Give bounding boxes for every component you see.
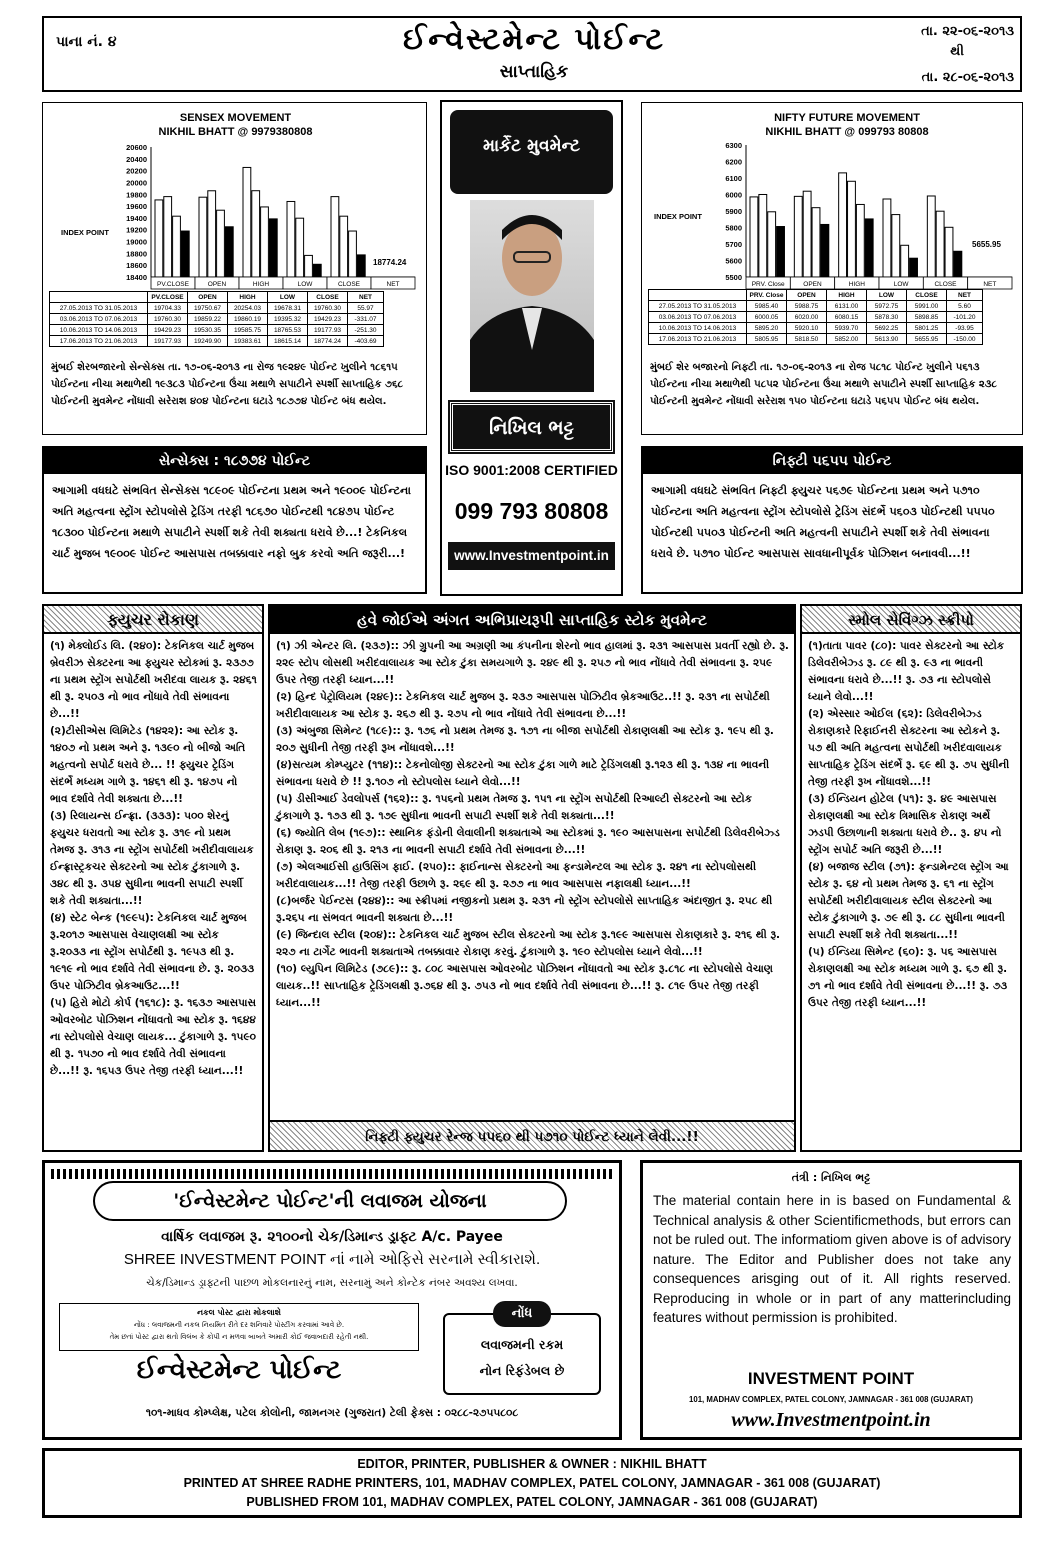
person-silhouette-icon xyxy=(470,200,594,392)
table-cell: 5692.25 xyxy=(867,323,907,334)
table-cell: 19760.30 xyxy=(308,303,348,314)
subscription-heading: 'ઈન્વેસ્ટમેન્ટ પોઈન્ટ'ની લવાજમ યોજના xyxy=(173,1190,487,1212)
sensex-summary: મુંબઈ શેરબજારનો સેન્સેક્સ તા. ૧૭-૦૬-૨૦૧૩ ના રોજ ૧૯૨૪૯ પોઈન્ટ ખુલીને ૧૮૬૧૫ પોઈન્ટના નીચા મથાળેથી ૧૯૩૮૩ પોઈન્ટના ઉંચા મથાળે સપાટીને સ્પર્શી સાપ્તાહિક ૭૬૮ પોઈન્ટની મુવમેન્ટ નોંધાવી સરેરાશ ૪૦૪ પોઈન્ટના ઘટાડે ૧૮૭૭૪ પોઈન્ટ બંધ થયેલ. xyxy=(51,362,404,407)
list-item: (૩) ઈન્ડિયન હોટેલ (૫૧): રૂ. ૪૯ આસપાસ રોકાણલક્ષી આ સ્ટોક ત્રિમાસિક રોકાણ અર્થે ઝડપી ઉછાળાની શક્યતા ધરાવે છે.. રૂ. ૪૫ નો સ્ટ્રોંગ સપોર્ટ અતિ જરૂરી છે...!! xyxy=(808,793,1002,856)
x-tick-label: LOW xyxy=(893,281,909,288)
period-cell: 10.06.2013 TO 14.06.2013 xyxy=(50,325,148,336)
nifty-summary: મુંબઈ શેર બજારનો નિફ્ટી તા. ૧૭-૦૬-૨૦૧૩ ના રોજ ૫૮૧૮ પોઈન્ટ ખુલીને ૫૬૧૩ પોઈન્ટના નીચા મથાળેથી ૫૮૫૨ પોઈન્ટના ઉંચા મથાળે સપાટીને સ્પર્શી સાપ્તાહિક ૨૩૮ પોઈન્ટની મુવમેન્ટ નોંધાવી સરેરાશ ૧૫૦ પોઈન્ટના ઘટાડે ૫૬૫૫ પોઈન્ટ બંધ થયેલ. xyxy=(650,362,997,407)
table-cell: 5878.30 xyxy=(867,312,907,323)
table-cell: 20254.03 xyxy=(228,303,268,314)
table-cell: 19750.67 xyxy=(188,303,228,314)
y-tick-label: 19000 xyxy=(126,237,147,247)
table-cell: 18615.14 xyxy=(268,336,308,347)
x-tick-label: NET xyxy=(386,281,400,288)
small-savings-section xyxy=(800,604,1022,1152)
logo-text: માર્કેટ મુવમેન્ટ xyxy=(483,136,580,156)
list-item: (૩) અંબુજા સિમેન્ટ (૧૮૯):: રૂ. ૧૭૬ નો પ્રથમ તેમજ રૂ. ૧૭૧ ના બીજા સપોર્ટથી રોકાણલક્ષી આ સ્ટોક રૂ. ૧૯૫ થી રૂ. ૨૦૭ સુધીની તેજી તરફી રૂખ નોંધાવશે...!! xyxy=(276,725,774,754)
table-cell: 5801.25 xyxy=(907,323,947,334)
chart-bar xyxy=(305,255,313,277)
subscription-ad xyxy=(42,1160,622,1440)
table-cell: -331.07 xyxy=(348,314,384,325)
table-cell: 5805.95 xyxy=(747,334,787,345)
y-tick-label: 5900 xyxy=(725,207,742,216)
list-item: (૨)ટીસીએસ લિમિટેડ (૧૪૨૨): આ સ્ટોક રૂ. ૧૪૦૭ નો પ્રથમ અને રૂ. ૧૩૯૦ નો બીજો અતિ મહત્વનો સપોર્ટ ધરાવે છે... !! ફ્યુચર ટ્રેડિંગ સંદર્ભે મધ્યમ ગાળે રૂ. ૧૪૬૧ થી રૂ. ૧૪૭૫ નો ભાવ દર્શાવે તેવી શક્યતા છે...!! xyxy=(50,725,246,805)
table-header-cell: OPEN xyxy=(787,290,827,301)
chart-bar xyxy=(313,264,321,277)
y-tick-label: 20400 xyxy=(126,154,147,164)
table-cell: 19530.35 xyxy=(188,325,228,336)
period-cell: 03.06.2013 TO 07.06.2013 xyxy=(50,314,148,325)
table-cell: -101.20 xyxy=(947,312,983,323)
table-row xyxy=(649,323,983,334)
x-tick-label: CLOSE xyxy=(934,281,957,288)
list-item: (૧૦) લ્યુપિન લિમિટેડ (૭૮૯):: રૂ. ૮૦૮ આસપાસ ઓવરબોટ પોઝિશન નોંધાવતો આ સ્ટોક રૂ.૮૧૮ ના સ્ટોપલોસે વેચાણ લાયક..!! સાપ્તાહિક ટ્રેડિંગલક્ષી રૂ.૭૬૪ થી રૂ. ૭૫૩ નો ભાવ દર્શાવે તેવી સંભાવના છે...!! રૂ. ૮૧૯ ઉપર તેજી તરફી ધ્યાન...!! xyxy=(276,963,773,1009)
chart-bar xyxy=(768,212,776,277)
y-tick-label: 6300 xyxy=(725,141,742,150)
table-cell: 19429.23 xyxy=(308,314,348,325)
note-line2: નોન રિફંડેબલ છે xyxy=(479,1363,565,1378)
list-item: (૫) ડીસીઆઈ ડેવલોપર્સ (૧૬૨):: રૂ. ૧૫૬નો પ્રથમ તેમજ રૂ. ૧૫૧ ના સ્ટ્રોંગ સપોર્ટથી રિઆલ્ટી સેક્ટરનો આ સ્ટોક ટુંકાગાળે રૂ. ૧૭૩ થી રૂ. ૧૭૯ સુધીના ભાવની સપાટી સ્પર્શી શકે તેવી શક્યતા...!! xyxy=(276,793,753,822)
chart-bar xyxy=(164,197,172,277)
table-header-row xyxy=(649,290,983,301)
future-investment-section xyxy=(42,604,264,1152)
chart-bar xyxy=(173,216,181,277)
chart-bar xyxy=(181,231,189,277)
list-item: (૪) સ્ટેટ બેન્ક (૧૯૯૫): ટેકનિકલ ચાર્ટ મુજબ રૂ.૨૦૧૭ આસપાસ વેચાણલક્ષી આ સ્ટોક રૂ.૨૦૩૩ ના સ્ટ્રોંગ સપોર્ટથી રૂ. ૧૯૫૩ થી રૂ. ૧૯૧૯ નો ભાવ દર્શાવે તેવી સંભાવના છે. રૂ. ૨૦૩૩ ઉપર પોઝિટીવ બ્રેકઆઉટ...!! xyxy=(50,912,255,992)
list-item: (૪)સત્યમ કોમ્પ્યુટર (૧૧૪):: ટેકનોલોજી સેક્ટરનો આ સ્ટોક ટુંકા ગાળે માટે ટ્રેડિંગલક્ષી રૂ.૧૨૩ થી રૂ. ૧૩૪ ના ભાવની સંભાવના ધરાવે છે !! રૂ.૧૦૭ નો સ્ટોપલોસ ધ્યાને લેવો...!! xyxy=(276,759,770,788)
table-cell: 19177.93 xyxy=(308,325,348,336)
post-notice-box xyxy=(59,1303,419,1351)
table-header-cell xyxy=(649,290,747,301)
table-row xyxy=(50,303,384,314)
table-cell: 19395.32 xyxy=(268,314,308,325)
table-cell: 5818.50 xyxy=(787,334,827,345)
chart-bar xyxy=(296,218,304,277)
company-name: INVESTMENT POINT xyxy=(747,1369,915,1388)
list-item: (૫) હિરો મોટો કોર્પ (૧૬૧૮): રૂ. ૧૬૩૭ આસપાસ ઓવરબોટ પોઝિશન નોંધાવતો આ સ્ટોક રૂ. ૧૬૪૪ ના સ્ટોપલોસે વેચાણ લાયક... ટુંકાગાળે રૂ. ૧૫૯૦ થી રૂ. ૧૫૭૦ નો ભાવ દર્શાવે તેવી સંભાવના છે...!! રૂ. ૧૬૫૩ ઉપર તેજી તરફી ધ્યાન...!! xyxy=(50,997,256,1077)
sensex-panel xyxy=(42,102,427,435)
chart-bar xyxy=(794,196,802,277)
x-tick-label: OPEN xyxy=(207,281,227,288)
table-header-cell: CLOSE xyxy=(907,290,947,301)
table-row xyxy=(649,334,983,345)
chart-bar xyxy=(945,227,953,277)
table-cell: -251.30 xyxy=(348,325,384,336)
chart-bar xyxy=(269,219,277,277)
y-tick-label: 18800 xyxy=(126,249,147,259)
chart-bar xyxy=(349,231,357,277)
chart-bar xyxy=(759,194,767,277)
table-header-cell xyxy=(50,292,148,303)
table-cell: 6080.15 xyxy=(827,312,867,323)
table-header-cell: CLOSE xyxy=(308,292,348,303)
table-cell: 55.97 xyxy=(348,303,384,314)
disclaimer-text: The material contain here in is based on Fundamental & Technical analysis & other Scientificmethods, but errors can not be ruled out. The informatiom given above is of advisory nature. The Editor and Publisher does not take any consequences arisging out of it. All rights reserved. Reproducing in whole or in part of any matterincluding features without permission is prohibited. xyxy=(653,1193,1011,1325)
table-header-cell: LOW xyxy=(268,292,308,303)
table-cell: 5988.75 xyxy=(787,301,827,312)
newspaper-subtitle: સાપ્તાહિક xyxy=(499,62,569,82)
table-cell: 5613.90 xyxy=(867,334,907,345)
chart-bar xyxy=(848,181,856,277)
x-tick-label: LOW xyxy=(297,281,313,288)
future-heading-text: ફ્યુચર રોકાણ xyxy=(107,610,199,629)
chart-bar xyxy=(821,224,829,277)
table-header-cell: NET xyxy=(947,290,983,301)
table-cell: 5852.00 xyxy=(827,334,867,345)
list-item: (૧) મેક્લોઈડ લિ. (૨૪૦): ટેકનિકલ ચાર્ટ મુજબ બ્રેવરીઝ સેક્ટરના આ ફ્યુચર સ્ટોકમાં રૂ. ૨૩૭૭ ના પ્રથમ સ્ટ્રોંગ સપોર્ટથી ખરીદવા લાયક રૂ. ૨૪૬૧ થી રૂ. ૨૫૦૩ નો ભાવ નોંધાવે તેવી સંભાવના છે...!! xyxy=(50,640,257,720)
y-tick-label: 19800 xyxy=(126,190,147,200)
list-item: (૮)બર્જર પેઈન્ટસ (૨૪૪):: આ સ્ક્રીપમાં નજીકનો પ્રથમ રૂ. ૨૩૧ નો સ્ટ્રોંગ સ્ટોપલોસે સાપ્તાહિક અંદાજીત રૂ. ૨૫૮ થી રૂ.૨૬૫ ના સંભવત ભાવની શક્યતા છે...!! xyxy=(276,895,773,924)
table-cell: 18774.24 xyxy=(308,336,348,347)
nifty-panel xyxy=(641,102,1023,435)
x-tick-label: PRV. Close xyxy=(751,281,785,288)
list-item: (૧) ઝી એન્ટર લિ. (૨૩૭):: ઝી ગ્રુપની આ અગ્રણી આ કંપનીના શેરનો ભાવ હાલમાં રૂ. ૨૩૧ આસપાસ પ્રવર્તી રહ્યો છે. રૂ. ૨૨૯ સ્ટોપ લોસથી ખરીદવાલાયક આ સ્ટોક ટુંકા સમયગાળે રૂ. ૨૪૯ થી રૂ. ૨૫૭ નો ભાવ નોંધાવે તેવી સંભાવના રૂ. ૨૫૯ ઉપર તેજી તરફી ધ્યાન...!! xyxy=(276,640,789,686)
post-notice-line1: નોંધ : લવાજમની નકલ નિયમિત રીતે દર શનિવારે પોસ્ટીંગ કરવામાં આવે છે. xyxy=(133,1321,345,1329)
x-tick-label: OPEN xyxy=(803,281,822,288)
table-cell: 19585.75 xyxy=(228,325,268,336)
list-item: (૨) હિન્દ પેટ્રોલિયમ (૨૪૯):: ટેકનિકલ ચાર્ટ મુજબ રૂ. ૨૩૭ આસપાસ પોઝિટીવ બ્રેકઆઉટ..!! રૂ. ૨૩૧ ના સપોર્ટથી ખરીદીવાલાયક આ સ્ટોક રૂ. ૨૬૭ થી રૂ. ૨૭૫ નો ભાવ નોંધાવે તેવી સંભાવના છે...!! xyxy=(276,691,770,720)
market-movement-logo xyxy=(450,110,613,194)
nifty-heading-bar: નિફ્ટી ૫૬૫૫ પોઈન્ટ xyxy=(643,448,1021,474)
note-label: નોંધ xyxy=(493,1301,551,1327)
subscription-brand: ઈન્વેસ્ટમેન્ટ પોઈન્ટ xyxy=(136,1355,342,1385)
y-tick-label: 5700 xyxy=(725,240,742,249)
table-header-row xyxy=(50,292,384,303)
y-tick-label: 19200 xyxy=(126,225,147,235)
note-box xyxy=(443,1306,601,1395)
data-label: 5655.95 xyxy=(972,240,1001,249)
y-tick-label: 5500 xyxy=(725,273,742,282)
disclaimer-box xyxy=(640,1160,1022,1440)
table-cell: 5920.10 xyxy=(787,323,827,334)
y-tick-label: 20000 xyxy=(126,178,147,188)
chart-bar xyxy=(865,219,873,277)
subscription-heading-box xyxy=(93,1181,567,1221)
chart-bar xyxy=(261,207,269,277)
sensex-chart-author: NIKHIL BHATT @ 9979380808 xyxy=(158,126,313,138)
y-tick-label: 18600 xyxy=(126,261,147,271)
y-tick-label: 19400 xyxy=(126,213,147,223)
chart-bar xyxy=(892,215,900,277)
table-cell: 5895.20 xyxy=(747,323,787,334)
table-cell: 19704.33 xyxy=(148,303,188,314)
note-line1: લવાજમની રકમ xyxy=(480,1337,564,1352)
nifty-range-text: નિફ્ટી ફ્યુચર રેન્જ ૫૫૬૦ થી ૫૭૧૦ પોઈન્ટ ધ્યાને લેવી...!! xyxy=(365,1129,699,1145)
nifty-chart-title: NIFTY FUTURE MOVEMENT xyxy=(774,112,920,124)
y-tick-label: 5600 xyxy=(725,256,742,266)
table-header-cell: LOW xyxy=(867,290,907,301)
subscription-line2: SHREE INVESTMENT POINT નાં નામે ઓફિસે સરનામે સ્વીકારાશે. xyxy=(123,1251,541,1268)
chart-bar xyxy=(243,167,251,277)
table-cell: 5898.85 xyxy=(907,312,947,323)
chart-bar xyxy=(331,197,339,277)
table-cell: 19860.19 xyxy=(228,314,268,325)
y-tick-label: 5800 xyxy=(725,223,742,233)
table-cell: 6000.05 xyxy=(747,312,787,323)
x-tick-label: HIGH xyxy=(848,281,865,288)
table-cell: 19249.90 xyxy=(188,336,228,347)
subscription-address: ૧૦૧-માધવ કોમ્પ્લેક્ષ, પટેલ કોલોની, જામનગર (ગુજરાત) ટેલી ફેક્સ : ૦૨૮૮-૨૭૫૫૮૦૮ xyxy=(145,1407,519,1419)
y-tick-label: 6100 xyxy=(725,174,742,183)
sensex-outlook xyxy=(42,446,427,594)
chart-bar xyxy=(217,210,225,277)
table-row xyxy=(50,314,384,325)
table-row xyxy=(649,301,983,312)
date-from: તા. ૨૨-૦૬-૨૦૧૩ xyxy=(921,24,1014,39)
imprint-line1: EDITOR, PRINTER, PUBLISHER & OWNER : NIKHIL BHATT xyxy=(357,1457,707,1471)
company-address: 101, MADHAV COMPLEX, PATEL COLONY, JAMNAGAR - 361 008 (GUJARAT) xyxy=(689,1395,973,1404)
period-cell: 17.06.2013 TO 21.06.2013 xyxy=(50,336,148,347)
table-cell: 19678.31 xyxy=(268,303,308,314)
table-cell: 19177.93 xyxy=(148,336,188,347)
table-cell: 19429.23 xyxy=(148,325,188,336)
period-cell: 27.05.2013 TO 31.05.2013 xyxy=(649,301,747,312)
center-profile xyxy=(440,100,623,596)
future-list xyxy=(50,638,258,1080)
y-tick-label: 18400 xyxy=(126,273,147,282)
nifty-data-table xyxy=(648,289,983,345)
period-cell: 27.05.2013 TO 31.05.2013 xyxy=(50,303,148,314)
weekly-list xyxy=(276,638,790,1012)
list-item: (૭) એલઆઈસી હાઉસિંગ ફાઈ. (૨૫૦):: ફાઈનાન્સ સેક્ટરનો આ ફન્ડામેન્ટલ આ સ્ટોક રૂ. ૨૪૧ ના સ્ટોપલોસથી ખરીદવાલાયક...!! તેજી તરફી ઉછાળે રૂ. ૨૬૯ થી રૂ. ૨૭૭ ના ભાવ આસપાસ નફાલક્ષી ધ્યાન...!! xyxy=(276,861,757,890)
sensex-data-table xyxy=(49,291,384,347)
nifty-chart-author: NIKHIL BHATT @ 099793 80808 xyxy=(765,126,929,138)
newspaper-title: ઈન્વેસ્ટમેન્ટ પોઈન્ટ xyxy=(403,22,665,57)
table-cell: -403.69 xyxy=(348,336,384,347)
list-item: (૬) જ્યોતિ લેબ (૧૯૭):: સ્થાનિક ફંડોની લેવાલીની શક્યતાએ આ સ્ટોકમાં રૂ. ૧૯૦ આસપાસના સપોર્ટથી ડિલેવરીબેઝ્ડ રોકાણ રૂ. ૨૦૬ થી રૂ. ૨૧૩ ના ભાવની સપાટી દર્શાવે તેવી સંભાવના છે...!! xyxy=(276,827,780,856)
nifty-outlook-text: આગામી વધઘટે સંભવિત નિફ્ટી ફ્યુચર ૫૬૭૯ પોઈન્ટના પ્રથમ અને ૫૭૧૦ પોઈન્ટના અતિ મહત્વના સ્ટ્રોંગ સ્ટોપલોસે ટ્રેડિંગ સંદર્ભે ૫૬૦૩ પોઈન્ટથી ૫૫૫૦ પોઈન્ટથી ૫૫૦૩ પોઈન્ટની અતિ મહત્વની સપાટીને સ્પર્શી શકે તેવી સંભાવના ધરાવે છે. ૫૭૧૦ પોઈન્ટ આસપાસ સાવધાનીપૂર્વક પોઝિશન બનાવવી...!! xyxy=(651,484,995,560)
table-row xyxy=(50,336,384,347)
sensex-chart-title: SENSEX MOVEMENT xyxy=(179,112,292,124)
nifty-chart xyxy=(642,139,1022,291)
small-savings-heading xyxy=(802,606,1020,634)
iso-certified: ISO 9001:2008 CERTIFIED xyxy=(445,462,618,478)
chart-bar xyxy=(927,196,935,277)
y-tick-label: 19600 xyxy=(126,202,147,212)
y-axis-label: INDEX POINT xyxy=(61,228,109,237)
date-to: તા. ૨૮-૦૬-૨૦૧૩ xyxy=(921,70,1014,85)
small-savings-list xyxy=(808,638,1016,1012)
table-header-cell: NET xyxy=(348,292,384,303)
editor-credit: તંત્રી : નિખિલ ભટ્ટ xyxy=(791,1171,871,1184)
imprint-line2: PRINTED AT SHREE RADHE PRINTERS, 101, MADHAV COMPLEX, PATEL COLONY, JAMNAGAR - 361 008 (GUJARAT) xyxy=(183,1476,881,1490)
chart-bar xyxy=(287,201,295,277)
company-website: www.Investmentpoint.in xyxy=(731,1409,931,1431)
table-cell: 6020.00 xyxy=(787,312,827,323)
table-header-cell: HIGH xyxy=(827,290,867,301)
table-header-cell: HIGH xyxy=(228,292,268,303)
table-header-cell: PRV. Close xyxy=(747,290,787,301)
chart-bar xyxy=(208,191,216,277)
table-cell: 5939.70 xyxy=(827,323,867,334)
list-item: (૨) એસ્સાર ઓઈલ (૬૨): ડિલેવરીબેઝ્ડ રોકાણકારે રિફાઈનરી સેક્ટરના આ સ્ટોકને રૂ. ૫૭ થી અતિ મહત્વના સપોર્ટથી ખરીદવાલાયક સાપ્તાહિક ટ્રેડિંગ સંદર્ભે રૂ. ૬૯ થી રૂ. ૭૫ સુધીની તેજી તરફી રૂખ નોંધાવશે...!! xyxy=(808,708,1010,788)
date-separator: થી xyxy=(950,44,964,59)
list-item: (૩) રિલાયન્સ ઈન્ફ્રા. (૩૩૩): ૫૦૦ શેરનું ફ્યુચર ધરાવતો આ સ્ટોક રૂ. ૩૧૯ નો પ્રથમ તેમજ રૂ. ૩૧૩ ના સ્ટ્રોંગ સપોર્ટથી ખરીદીવાલાયક ઈન્ફ્રાસ્ટ્રકચર સેક્ટરનો આ સ્ટોક ટુંકાગાળે રૂ. ૩૪૮ થી રૂ. ૩૫૪ સુધીના ભાવની સપાટી સ્પર્શી શકે તેવી શક્યતા...!! xyxy=(50,810,254,907)
post-notice-line2: તેમ છતાં પોસ્ટ દ્વારા થતો વિલંબ કે કોપી ન મળવા બાબતે અમારી કોઈ જવાબદારી રહેતી નથી. xyxy=(109,1333,369,1341)
period-cell: 10.06.2013 TO 14.06.2013 xyxy=(649,323,747,334)
y-tick-label: 20200 xyxy=(126,166,147,176)
imprint-footer xyxy=(42,1448,1022,1518)
chart-bar xyxy=(910,258,918,277)
table-cell: 6131.00 xyxy=(827,301,867,312)
y-tick-label: 20600 xyxy=(126,143,147,152)
chart-bar xyxy=(803,191,811,277)
list-item: (૪) બજાજ સ્ટીલ (૭૧): ફન્ડામેન્ટલ સ્ટ્રોંગ આ સ્ટોક રૂ. ૬૪ નો પ્રથમ તેમજ રૂ. ૬૧ ના સ્ટ્રોંગ સપોર્ટથી ખરીદીવાલાયક સ્ટીલ સેક્ટરનો આ સ્ટોક ટુંકાગાળે રૂ. ૭૯ થી રૂ. ૮૮ સુધીના ભાવની સપાટી સ્પર્શી શકે તેવી શક્યતા...!! xyxy=(808,861,1009,941)
chart-bar xyxy=(954,251,962,277)
future-heading xyxy=(44,606,262,634)
table-cell: 18765.53 xyxy=(268,325,308,336)
author-name: નિખિલ ભટ્ટ xyxy=(489,417,574,439)
post-notice-title: નકલ પોસ્ટ દ્વારા મોકલાશે xyxy=(197,1308,281,1317)
weekly-stock-section xyxy=(268,604,796,1152)
data-label: 18774.24 xyxy=(373,258,407,267)
small-savings-heading-text: સ્મોલ સેવિંગ્ઝ સ્ક્રીપો xyxy=(848,611,974,629)
table-cell: 19383.61 xyxy=(228,336,268,347)
imprint-line3: PUBLISHED FROM 101, MADHAV COMPLEX, PATEL COLONY, JAMNAGAR - 361 008 (GUJARAT) xyxy=(246,1495,818,1509)
y-tick-label: 6000 xyxy=(725,190,742,200)
table-cell: -150.00 xyxy=(947,334,983,345)
subscription-line1: વાર્ષિક લવાજમ રૂ. ૨૧૦૦નો ચેક/ડિમાન્ડ ડ્રાફ્ટ A/c. Payee xyxy=(161,1229,503,1245)
table-header-cell: OPEN xyxy=(188,292,228,303)
chart-bar xyxy=(750,197,758,277)
name-plate xyxy=(450,402,613,452)
table-cell: 5972.75 xyxy=(867,301,907,312)
x-tick-label: PV.CLOSE xyxy=(157,281,189,288)
period-cell: 03.06.2013 TO 07.06.2013 xyxy=(649,312,747,323)
table-cell: 5985.40 xyxy=(747,301,787,312)
chart-bar xyxy=(839,173,847,277)
masthead xyxy=(42,16,1022,92)
website-badge: www.Investmentpoint.in xyxy=(448,542,615,570)
x-tick-label: HIGH xyxy=(252,281,270,288)
chart-bar xyxy=(812,208,820,277)
page-number: પાના નં. ૪ xyxy=(56,34,117,50)
nifty-outlook xyxy=(641,446,1023,594)
chart-bar xyxy=(901,245,909,277)
author-photo xyxy=(470,200,594,392)
weekly-heading: હવે જોઈએ અંગત અભિપ્રાયરૂપી સાપ્તાહિક સ્ટોક મુવમેન્ટ xyxy=(270,606,794,634)
chart-bar xyxy=(199,197,207,277)
table-row xyxy=(649,312,983,323)
sensex-chart xyxy=(43,141,426,291)
chart-bar xyxy=(155,200,163,277)
sensex-outlook-text: આગામી વધઘટે સંભવિત સેન્સેક્સ ૧૮૯૦૯ પોઈન્ટના પ્રથમ અને ૧૯૦૦૯ પોઈન્ટના અતિ મહત્વના સ્ટ્રોંગ સ્ટોપલોસે ટ્રેડિંગ તરફી ૧૮૬૭૦ પોઈન્ટથી ૧૮૪૭૫ પોઈન્ટ ૧૮૩૦૦ પોઈન્ટના મથાળે સપાટીને સ્પર્શી શકે તેવી શક્યતા ધરાવે છે...! ટેકનિકલ ચાર્ટ મુજબ ૧૯૦૦૯ પોઈન્ટ આસપાસ તબક્કાવાર નફો બુક કરવો અતિ જરૂરી...! xyxy=(52,484,411,560)
chart-bar xyxy=(357,255,365,277)
chart-bar xyxy=(936,211,944,277)
table-cell: 19760.30 xyxy=(148,314,188,325)
table-cell: -93.95 xyxy=(947,323,983,334)
subscription-line3: ચેક/ડિમાન્ડ ડ્રાફ્ટની પાછળ મોકલનારનું નામ, સરનામું અને કોન્ટેક નંબર અવશ્ય લખવા. xyxy=(146,1277,518,1289)
chart-bar xyxy=(252,191,260,277)
table-cell: 19859.22 xyxy=(188,314,228,325)
nifty-range-banner xyxy=(270,1120,794,1150)
table-row xyxy=(50,325,384,336)
period-cell: 17.06.2013 TO 21.06.2013 xyxy=(649,334,747,345)
table-header-cell: PV.CLOSE xyxy=(148,292,188,303)
chart-bar xyxy=(225,227,233,277)
table-cell: 5.60 xyxy=(947,301,983,312)
chart-bar xyxy=(340,216,348,277)
x-tick-label: NET xyxy=(983,281,997,288)
chart-bar xyxy=(883,199,891,277)
table-cell: 5991.00 xyxy=(907,301,947,312)
table-cell: 5655.95 xyxy=(907,334,947,345)
list-item: (૧)તાતા પાવર (૮૦): પાવર સેક્ટરનો આ સ્ટોક ડિલેવરીબેઝ્ડ રૂ. ૮૯ થી રૂ. ૯૩ ના ભાવની સંભાવના ધરાવે છે...!! રૂ. ૭૩ ના સ્ટોપલોસે ધ્યાને લેવો...!! xyxy=(808,640,1005,703)
x-tick-label: CLOSE xyxy=(337,281,361,288)
list-item: (૫) ઈન્ડિયા સિમેન્ટ (૬૦): રૂ. ૫૬ આસપાસ રોકાણલક્ષી આ સ્ટોક મધ્યમ ગાળે રૂ. ૬૭ થી રૂ. ૭૧ નો ભાવ દર્શાવે તેવી સંભાવના છે...!! રૂ. ૭૩ ઉપર તેજી તરફી ધ્યાન...!! xyxy=(808,946,1008,1009)
chart-bar xyxy=(777,227,785,277)
chart-bar xyxy=(856,204,864,277)
phone-number: 099 793 80808 xyxy=(454,498,609,524)
y-axis-label: INDEX POINT xyxy=(654,212,702,221)
list-item: (૯) જિન્દાલ સ્ટીલ (૨૦૪):: ટેકનિકલ ચાર્ટ મુજબ સ્ટીલ સેક્ટરનો આ સ્ટોક રૂ.૧૯૯ આસપાસ રોકાણકારે રૂ. ૨૧૬ થી રૂ. ૨૨૭ ના ટાર્ગેટ ભાવની શક્યતાએ તબક્કાવાર રોકાણ કરવું. ટુંકાગાળે રૂ. ૧૯૦ સ્ટોપલોસ ધ્યાને લેવો...!! xyxy=(276,929,781,958)
y-tick-label: 6200 xyxy=(725,157,742,167)
sensex-heading-bar: સેન્સેક્સ : ૧૮૭૭૪ પોઈન્ટ xyxy=(44,448,425,474)
ad-border-decoration xyxy=(51,1169,613,1179)
